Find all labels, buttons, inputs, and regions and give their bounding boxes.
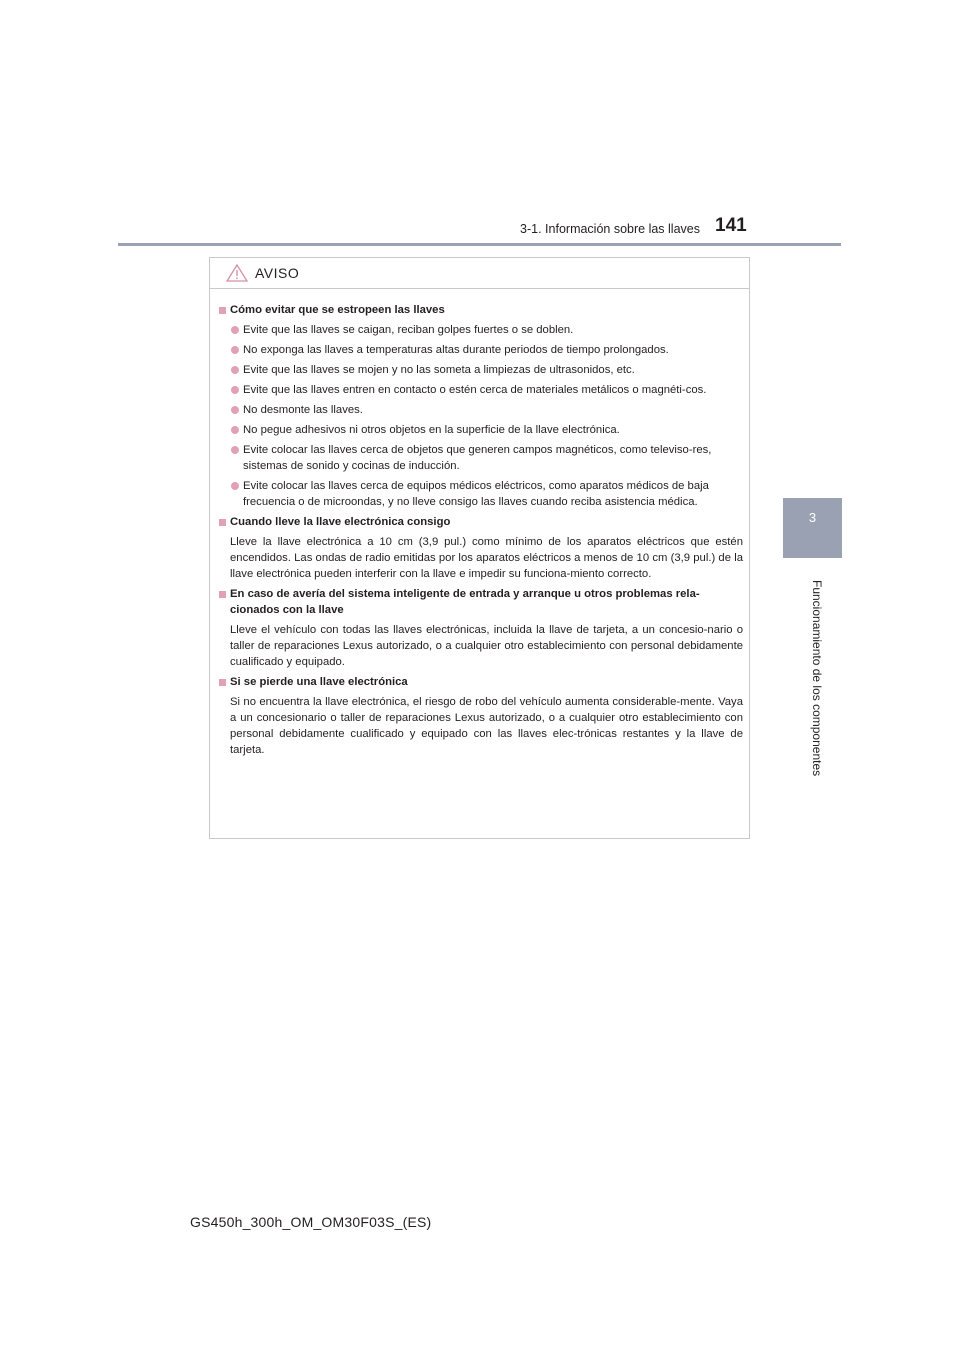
- list-item: Evite que las llaves se mojen y no las someta a limpiezas de ultrasonidos, etc.: [219, 362, 743, 378]
- section-title: Si se pierde una llave electrónica: [219, 674, 743, 690]
- warning-triangle-icon: [226, 264, 248, 282]
- warning-body: [219, 302, 743, 758]
- warning-header: [210, 258, 749, 289]
- square-bullet-icon: [219, 591, 226, 598]
- header-divider: [118, 243, 841, 246]
- square-bullet-icon: [219, 519, 226, 526]
- section-title: En caso de avería del sistema inteligente de entrada y arranque u otros problemas rela-cionados con la llave: [219, 586, 743, 618]
- round-bullet-icon: [231, 426, 239, 434]
- list-item: No pegue adhesivos ni otros objetos en la superficie de la llave electrónica.: [219, 422, 743, 438]
- header-section-title: 3-1. Información sobre las llaves: [520, 222, 700, 236]
- list-item: No exponga las llaves a temperaturas altas durante periodos de tiempo prolongados.: [219, 342, 743, 358]
- section-paragraph: Si no encuentra la llave electrónica, el riesgo de robo del vehículo aumenta considerable-mente. Vaya a un concesionario o taller de reparaciones Lexus autorizado, o a cualquier otro establecimiento con personal debidamente cualificado y equipado con las llaves elec-trónicas restantes y la llave de tarjeta.: [230, 696, 743, 756]
- list-item: Evite que las llaves entren en contacto o estén cerca de materiales metálicos o magnéti-cos.: [219, 382, 743, 398]
- round-bullet-icon: [231, 446, 239, 454]
- page-number: 141: [715, 215, 747, 236]
- section-paragraph: Lleve la llave electrónica a 10 cm (3,9 pul.) como mínimo de los aparatos eléctricos que estén encendidos. Las ondas de radio emitidas por los aparatos eléctricos a menos de 10 cm (3,9 pul.) de la llave electrónica pueden interferir con la llave e impedir su funciona-miento correcto.: [230, 536, 743, 580]
- chapter-number: 3: [808, 510, 817, 525]
- document-code: GS450h_300h_OM_OM30F03S_(ES): [190, 1214, 432, 1230]
- round-bullet-icon: [231, 346, 239, 354]
- chapter-label: Funcionamiento de los componentes: [810, 580, 824, 777]
- square-bullet-icon: [219, 307, 226, 314]
- chapter-tab: [783, 498, 842, 558]
- section-paragraph: Lleve el vehículo con todas las llaves electrónicas, incluida la llave de tarjeta, a un concesio-nario o taller de reparaciones Lexus autorizado, o a cualquier otro establecimiento con personal debidamente cualificado y equipado.: [230, 624, 743, 668]
- round-bullet-icon: [231, 366, 239, 374]
- list-item: Evite colocar las llaves cerca de objetos que generen campos magnéticos, como televiso-res, sistemas de sonido y cocinas de inducción.: [219, 442, 743, 474]
- list-item: No desmonte las llaves.: [219, 402, 743, 418]
- list-item: Evite que las llaves se caigan, reciban golpes fuertes o se doblen.: [219, 322, 743, 338]
- round-bullet-icon: [231, 406, 239, 414]
- section-title: Cómo evitar que se estropeen las llaves: [219, 302, 743, 318]
- section-title: Cuando lleve la llave electrónica consigo: [219, 514, 743, 530]
- round-bullet-icon: [231, 386, 239, 394]
- round-bullet-icon: [231, 482, 239, 490]
- warning-title: AVISO: [255, 265, 300, 281]
- round-bullet-icon: [231, 326, 239, 334]
- list-item: Evite colocar las llaves cerca de equipos médicos eléctricos, como aparatos médicos de baja frecuencia o de microondas, y no lleve consigo las llaves cuando reciba asistencia médica.: [219, 478, 743, 510]
- square-bullet-icon: [219, 679, 226, 686]
- warning-box: [209, 257, 750, 839]
